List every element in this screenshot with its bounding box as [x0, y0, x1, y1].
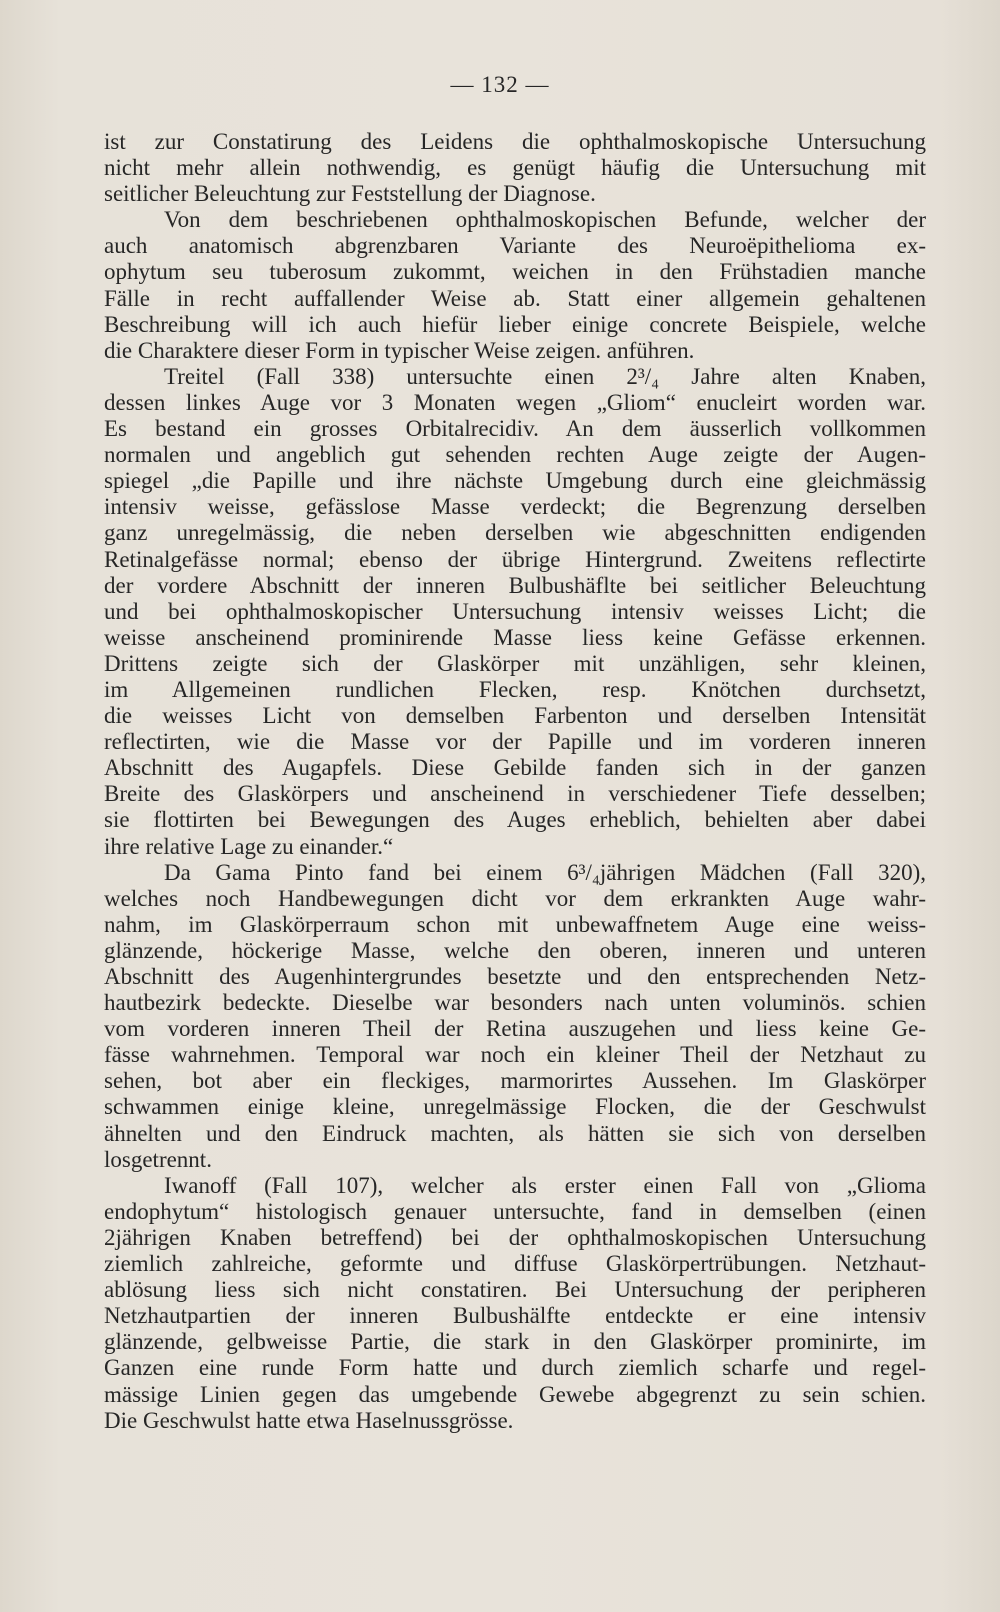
text-line: dessen linkes Auge vor 3 Monaten wegen „Gliom“ enucleirt worden war. — [104, 389, 926, 415]
body-text — [104, 129, 926, 1434]
paragraph — [104, 129, 926, 207]
text-line: ziemlich zahlreiche, geformte und diffuse Glaskörpertrübungen. Netzhaut- — [104, 1251, 926, 1277]
text-line: auch anatomisch abgrenzbaren Variante des Neuroëpithelioma ex- — [104, 233, 926, 259]
text-line: glänzende, höckerige Masse, welche den oberen, inneren und unteren — [104, 937, 926, 963]
text-line: Iwanoff (Fall 107), welcher als erster einen Fall von „Glioma — [164, 1172, 926, 1198]
text-line: Abschnitt des Augenhintergrundes besetzte und den entsprechenden Netz- — [104, 964, 926, 989]
text-line: sie flottirten bei Bewegungen des Auges erheblich, behielten aber dabei — [104, 807, 926, 833]
text-line: Es bestand ein grosses Orbitalrecidiv. An dem äusserlich vollkommen — [104, 416, 926, 442]
text-line: hautbezirk bedeckte. Dieselbe war besonders nach unten voluminös. schien — [104, 990, 926, 1016]
text-line: Beschreibung will ich auch hiefür lieber einige concrete Beispiele, welche — [104, 311, 926, 337]
text-line: vom vorderen inneren Theil der Retina auszugehen und liess keine Ge- — [104, 1016, 926, 1042]
text-line: ihre relative Lage zu einander.“ — [104, 833, 394, 859]
paragraph — [104, 364, 926, 860]
text-line: sehen, bot aber ein fleckiges, marmorirtes Aussehen. Im Glaskörper — [104, 1068, 926, 1094]
text-line: spiegel „die Papille und ihre nächste Umgebung durch eine gleichmässig — [104, 468, 926, 494]
text-line: Von dem beschriebenen ophthalmoskopischen Befunde, welcher der — [164, 207, 926, 233]
page-number: — 132 — — [450, 72, 550, 97]
text-line: Drittens zeigte sich der Glaskörper mit unzähligen, sehr kleinen, — [104, 650, 926, 676]
paragraph — [104, 207, 926, 364]
text-line: ablösung liess sich nicht constatiren. Bei Untersuchung der peripheren — [104, 1277, 926, 1303]
text-line: im Allgemeinen rundlichen Flecken, resp. Knötchen durchsetzt, — [104, 676, 926, 702]
text-line: Treitel (Fall 338) untersuchte einen 2³/₄ Jahre alten Knaben, — [164, 363, 926, 389]
text-line: Die Geschwulst hatte etwa Haselnussgrösse. — [104, 1407, 514, 1433]
text-line: ganz unregelmässig, die neben derselben wie abgeschnitten endigenden — [104, 520, 926, 546]
text-line: Abschnitt des Augapfels. Diese Gebilde fanden sich in der ganzen — [104, 755, 926, 781]
text-line: Breite des Glaskörpers und anscheinend in verschiedener Tiefe desselben; — [104, 781, 926, 807]
text-line: mässige Linien gegen das umgebende Gewebe abgegrenzt zu sein schien. — [104, 1381, 926, 1407]
text-line: die Charaktere dieser Form in typischer Weise zeigen. anführen. — [104, 337, 695, 363]
text-line: der vordere Abschnitt der inneren Bulbushäflte bei seitlicher Beleuchtung — [104, 572, 926, 598]
text-line: ist zur Constatirung des Leidens die ophthalmoskopische Untersuchung — [104, 129, 926, 154]
text-line: losgetrennt. — [104, 1146, 212, 1172]
paragraph — [104, 860, 926, 1173]
text-line: ähnelten und den Eindruck machten, als hätten sie sich von derselben — [104, 1120, 926, 1146]
text-line: welches noch Handbewegungen dicht vor dem erkrankten Auge wahr- — [104, 885, 926, 911]
text-line: Fälle in recht auffallender Weise ab. Statt einer allgemein gehaltenen — [104, 285, 926, 311]
text-line: Da Gama Pinto fand bei einem 6³/₄jährigen Mädchen (Fall 320), — [164, 859, 926, 885]
text-line: reflectirten, wie die Masse vor der Papille und im vorderen inneren — [104, 729, 926, 755]
text-line: intensiv weisse, gefässlose Masse verdeckt; die Begrenzung derselben — [104, 494, 926, 520]
text-line: endophytum“ histologisch genauer untersuchte, fand in demselben (einen — [104, 1198, 926, 1224]
text-line: nahm, im Glaskörperraum schon mit unbewaffnetem Auge eine weiss- — [104, 911, 926, 937]
text-line: die weisses Licht von demselben Farbenton und derselben Intensität — [104, 703, 926, 729]
text-line: normalen und angeblich gut sehenden rechten Auge zeigte der Augen- — [104, 442, 926, 468]
text-line: 2jährigen Knaben betreffend) bei der ophthalmoskopischen Untersuchung — [104, 1224, 926, 1250]
text-line: ophytum seu tuberosum zukommt, weichen in den Frühstadien manche — [104, 259, 926, 285]
text-line: Ganzen eine runde Form hatte und durch ziemlich scharfe und regel- — [104, 1355, 926, 1381]
text-line: nicht mehr allein nothwendig, es genügt häufig die Untersuchung mit — [104, 155, 926, 181]
text-line: schwammen einige kleine, unregelmässige Flocken, die der Geschwulst — [104, 1094, 926, 1120]
text-line: Netzhautpartien der inneren Bulbushälfte entdeckte er eine intensiv — [104, 1303, 926, 1329]
paragraph — [104, 1173, 926, 1434]
text-line: und bei ophthalmoskopischer Untersuchung intensiv weisses Licht; die — [104, 598, 926, 624]
text-line: seitlicher Beleuchtung zur Feststellung der Diagnose. — [104, 181, 596, 207]
text-line: fässe wahrnehmen. Temporal war noch ein kleiner Theil der Netzhaut zu — [104, 1042, 926, 1068]
text-line: glänzende, gelbweisse Partie, die stark in den Glaskörper prominirte, im — [104, 1329, 926, 1355]
text-line: weisse anscheinend prominirende Masse liess keine Gefässe erkennen. — [104, 624, 926, 650]
text-line: Retinalgefässe normal; ebenso der übrige Hintergrund. Zweitens reflectirte — [104, 546, 926, 572]
